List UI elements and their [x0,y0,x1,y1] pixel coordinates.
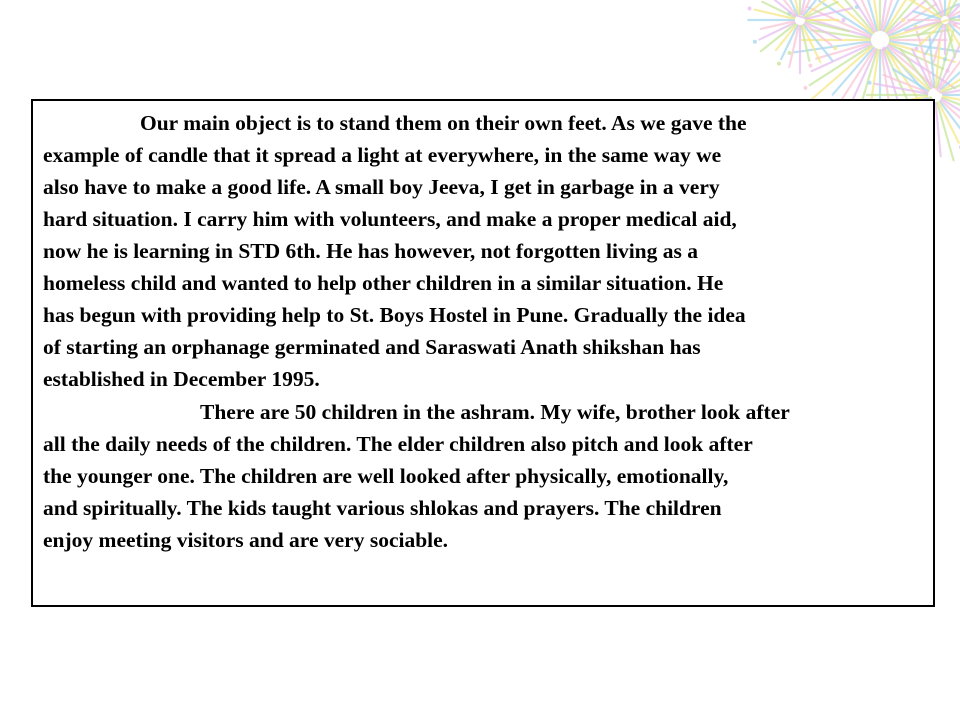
firework-spark [833,46,837,50]
firework-spark [777,62,781,66]
text-box [31,99,935,607]
text-line: also have to make a good life. A small boy Jeeva, I get in garbage in a very [43,175,720,199]
firework-spark [914,47,918,51]
text-line: now he is learning in STD 6th. He has however, not forgotten living as a [43,239,699,263]
text-line: established in December 1995. [43,367,320,391]
text-line: has begun with providing help to St. Boys Hostel in Pune. Gradually the idea [43,303,746,327]
text-line: There are 50 children in the ashram. My wife, brother look after [200,400,790,424]
text-line: all the daily needs of the children. The elder children also pitch and look after [43,432,753,456]
firework-spark [842,18,846,22]
firework-spark [882,47,886,51]
text-line: homeless child and wanted to help other children in a similar situation. He [43,271,724,295]
firework-spark [901,18,905,22]
firework-spark [868,81,872,85]
firework-ray [833,48,874,95]
firework-spark [787,51,791,55]
text-line: and spiritually. The kids taught various shlokas and prayers. The children [43,496,722,520]
firework-ray [810,47,872,101]
text-line: hard situation. I carry him with volunteers, and make a proper medical aid, [43,207,737,231]
firework-spark [803,86,807,90]
text-line: of starting an orphanage germinated and Saraswati Anath shikshan has [43,335,701,359]
text-line: example of candle that it spread a light at everywhere, in the same way we [43,143,722,167]
firework-spark [808,64,812,68]
firework-spark [943,57,947,61]
text-line: enjoy meeting visitors and are very sociable. [43,528,449,552]
firework-spark [748,6,752,10]
text-line: Our main object is to stand them on their own feet. As we gave the [140,111,747,135]
text-line: the younger one. The children are well looked after physically, emotionally, [43,464,729,488]
firework-spark [855,5,859,9]
firework-spark [753,40,757,44]
